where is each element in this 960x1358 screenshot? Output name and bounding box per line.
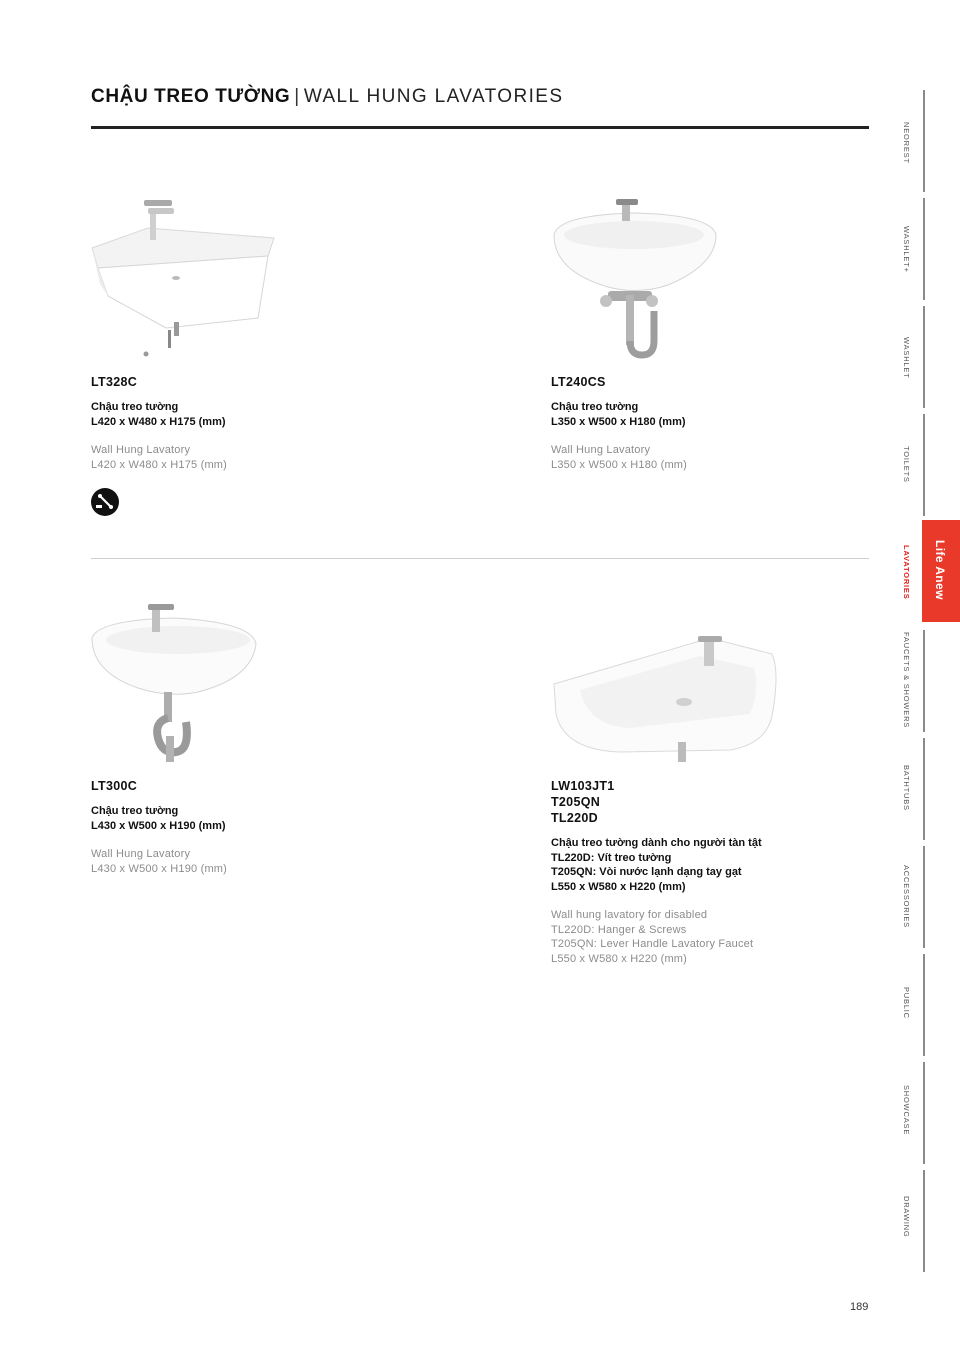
brand-tab-label: Life Anew [933,540,947,600]
product-code-line: LT240CS [551,375,606,389]
en-desc-line: Wall Hung Lavatory [91,848,191,860]
nav-item-accessories[interactable]: ACCESSORIES [902,865,911,928]
product-code-line: LT300C [91,779,138,793]
nav-bar-drawing [923,1170,925,1272]
vn-desc-line: Chậu treo tường [551,401,639,413]
nav-bar-public [923,954,925,1056]
nav-bar-neorest [923,90,925,192]
nav-item-washlet-plus[interactable]: WASHLET+ [902,226,911,273]
nav-item-bathtubs[interactable]: BATHTUBS [902,765,911,811]
product-vn-description [551,836,851,894]
vn-desc-line: L350 x W500 x H180 (mm) [551,415,686,428]
product-code [551,374,851,390]
product-code [91,374,391,390]
en-desc-line: L550 x W580 x H220 (mm) [551,952,688,965]
en-desc-line: TL220D: Hanger & Screws [551,923,687,936]
en-desc-line: Wall Hung Lavatory [91,444,191,456]
page-number: 189 [850,1301,869,1313]
page-title-en: WALL HUNG LAVATORIES [303,86,564,107]
nav-bar-washlet [923,306,925,408]
product-code [91,778,391,794]
title-divider [91,126,869,129]
nav-item-washlet[interactable]: WASHLET [902,337,911,379]
en-desc-line: Wall hung lavatory for disabled [551,909,708,921]
product-code [551,778,851,826]
product-vn-description [551,400,851,429]
nav-bar-toilets [923,414,925,516]
product-image-lw103jt1 [550,632,782,764]
vn-desc-line: T205QN: Vòi nước lạnh dạng tay gạt [551,866,742,878]
vn-desc-line: L430 x W500 x H190 (mm) [91,819,226,832]
nav-item-neorest[interactable]: NEOREST [902,122,911,164]
nav-item-showcase[interactable]: SHOWCASE [902,1085,911,1136]
product-en-description [91,847,391,876]
nav-bar-bathtubs [923,738,925,840]
nav-bar-washlet-plus [923,198,925,300]
product-lt240cs [551,374,851,472]
vn-desc-line: Chậu treo tường [91,401,179,413]
en-desc-line: Wall Hung Lavatory [551,444,651,456]
section-divider [91,558,869,559]
vn-desc-line: L550 x W580 x H220 (mm) [551,880,686,893]
product-code-line: LW103JT1 [551,779,615,793]
title-separator: | [294,86,300,107]
product-image-lt240cs [548,195,720,360]
vn-desc-line: TL220D: Vít treo tường [551,851,672,864]
product-vn-description [91,804,391,833]
product-lt300c [91,778,391,876]
product-en-description [91,443,391,472]
vn-desc-line: Chậu treo tường dành cho người tàn tật [551,837,762,849]
en-desc-line: T205QN: Lever Handle Lavatory Faucet [551,938,754,950]
nav-bar-accessories [923,846,925,948]
nav-item-drawing[interactable]: DRAWING [902,1196,911,1238]
product-lt328c [91,374,391,472]
vn-desc-line: Chậu treo tường [91,805,179,817]
product-image-lt328c [88,192,278,364]
product-en-description [551,908,851,966]
product-image-lt300c [88,600,260,766]
product-code-line: TL220D [551,811,598,825]
nav-bar-showcase [923,1062,925,1164]
product-en-description [551,443,851,472]
nav-item-public[interactable]: PUBLIC [902,987,911,1019]
product-vn-description [91,400,391,429]
nav-item-faucets-showers[interactable]: FAUCETS & SHOWERS [902,632,911,729]
en-desc-line: L350 x W500 x H180 (mm) [551,458,688,471]
product-code-line: T205QN [551,795,601,809]
wall-mount-icon [91,488,119,516]
nav-bar-faucets [923,630,925,732]
nav-item-toilets[interactable]: TOILETS [902,446,911,483]
en-desc-line: L420 x W480 x H175 (mm) [91,458,228,471]
nav-item-lavatories[interactable]: LAVATORIES [902,545,911,600]
en-desc-line: L430 x W500 x H190 (mm) [91,862,228,875]
product-code-line: LT328C [91,375,138,389]
product-lw103jt1 [551,778,851,966]
page-title [91,86,563,108]
page-title-vn: CHẬU TREO TƯỜNG [91,86,291,107]
vn-desc-line: L420 x W480 x H175 (mm) [91,415,226,428]
brand-tab [922,520,960,622]
